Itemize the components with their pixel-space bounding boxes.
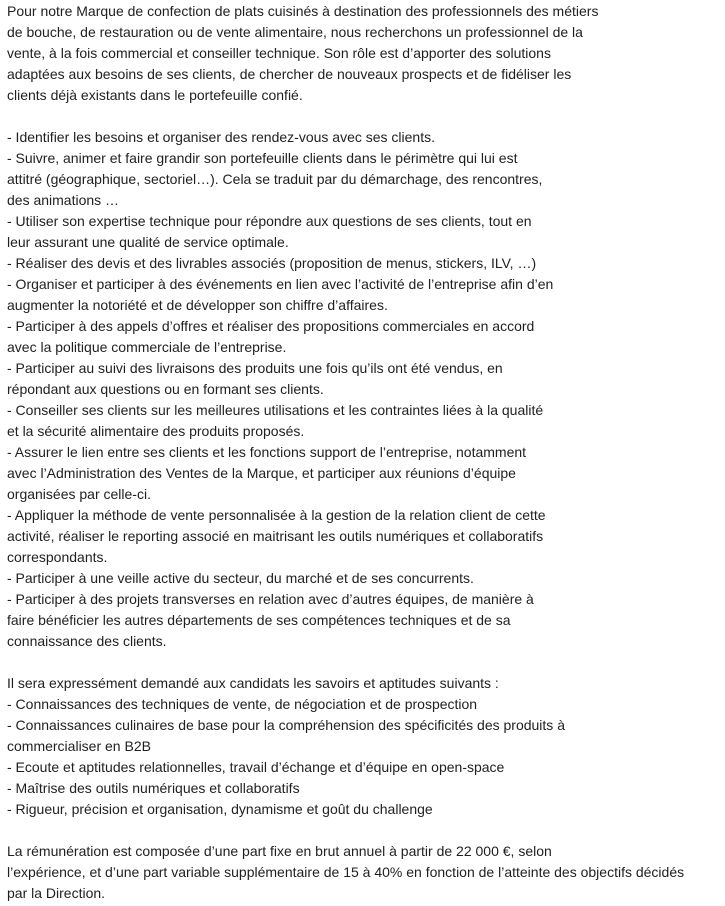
text-line: des animations … [7, 192, 120, 208]
job-description [7, 1, 723, 904]
paragraph-spacer [7, 106, 723, 127]
text-line: - Organiser et participer à des événements en lien avec l’activité de l’entreprise afin d’en [7, 276, 554, 292]
text-line: activité, réaliser le reporting associé en maitrisant les outils numériques et collaboratifs [7, 528, 544, 544]
intro-paragraph [7, 1, 723, 106]
text-line: La rémunération est composée d’une part fixe en brut annuel à partir de 22 000 €, selon [7, 843, 552, 859]
paragraph-spacer [7, 820, 723, 841]
salary-paragraph [7, 841, 723, 904]
text-line: avec la politique commerciale de l’entreprise. [7, 339, 287, 355]
text-line: leur assurant une qualité de service optimale. [7, 234, 289, 250]
text-line: - Connaissances des techniques de vente, de négociation et de prospection [7, 696, 478, 712]
text-line: de bouche, de restauration ou de vente alimentaire, nous recherchons un professionnel de la [7, 24, 583, 40]
text-line: - Ecoute et aptitudes relationnelles, travail d’échange et d’équipe en open-space [7, 759, 505, 775]
text-line: - Réaliser des devis et des livrables associés (proposition de menus, stickers, ILV, …) [7, 255, 537, 271]
text-line: - Conseiller ses clients sur les meilleures utilisations et les contraintes liées à la qualité [7, 402, 544, 418]
text-line: - Participer à des projets transverses en relation avec d’autres équipes, de manière à [7, 591, 534, 607]
text-line: répondant aux questions ou en formant ses clients. [7, 381, 324, 397]
text-line: augmenter la notoriété et de développer son chiffre d’affaires. [7, 297, 388, 313]
missions-list [7, 127, 723, 652]
text-line: - Participer à une veille active du secteur, du marché et de ses concurrents. [7, 570, 474, 586]
text-line: - Connaissances culinaires de base pour la compréhension des spécificités des produits à [7, 717, 565, 733]
text-line: vente, à la fois commercial et conseiller technique. Son rôle est d’apporter des solutions [7, 45, 551, 61]
text-line: faire bénéficier les autres départements de ses compétences techniques et de sa [7, 612, 511, 628]
text-line: - Maîtrise des outils numériques et collaboratifs [7, 780, 300, 796]
text-line: Pour notre Marque de confection de plats cuisinés à destination des professionnels des métiers [7, 3, 599, 19]
text-line: - Participer au suivi des livraisons des produits une fois qu’ils ont été vendus, en [7, 360, 503, 376]
text-line: clients déjà existants dans le portefeuille confié. [7, 87, 303, 103]
text-line: - Utiliser son expertise technique pour répondre aux questions de ses clients, tout en [7, 213, 532, 229]
text-line: par la Direction. [7, 885, 106, 901]
text-line: organisées par celle-ci. [7, 486, 151, 502]
text-line: commercialiser en B2B [7, 738, 151, 754]
text-line: Il sera expressément demandé aux candidats les savoirs et aptitudes suivants : [7, 675, 499, 691]
text-line: correspondants. [7, 549, 108, 565]
text-line: - Assurer le lien entre ses clients et les fonctions support de l’entreprise, notamment [7, 444, 527, 460]
text-line: avec l’Administration des Ventes de la Marque, et participer aux réunions d’équipe [7, 465, 516, 481]
text-line: connaissance des clients. [7, 633, 167, 649]
skills-list [7, 673, 723, 820]
text-line: - Rigueur, précision et organisation, dynamisme et goût du challenge [7, 801, 433, 817]
text-line: et la sécurité alimentaire des produits proposés. [7, 423, 305, 439]
text-line: - Appliquer la méthode de vente personnalisée à la gestion de la relation client de cette [7, 507, 546, 523]
text-line: - Suivre, animer et faire grandir son portefeuille clients dans le périmètre qui lui est [7, 150, 518, 166]
text-line: - Identifier les besoins et organiser des rendez-vous avec ses clients. [7, 129, 435, 145]
text-line: l’expérience, et d’une part variable supplémentaire de 15 à 40% en fonction de l’atteinte des objectifs décidés [7, 864, 685, 880]
text-line: adaptées aux besoins de ses clients, de chercher de nouveaux prospects et de fidéliser les [7, 66, 572, 82]
text-line: - Participer à des appels d’offres et réaliser des propositions commerciales en accord [7, 318, 535, 334]
text-line: attitré (géographique, sectoriel…). Cela se traduit par du démarchage, des rencontres, [7, 171, 543, 187]
paragraph-spacer [7, 652, 723, 673]
